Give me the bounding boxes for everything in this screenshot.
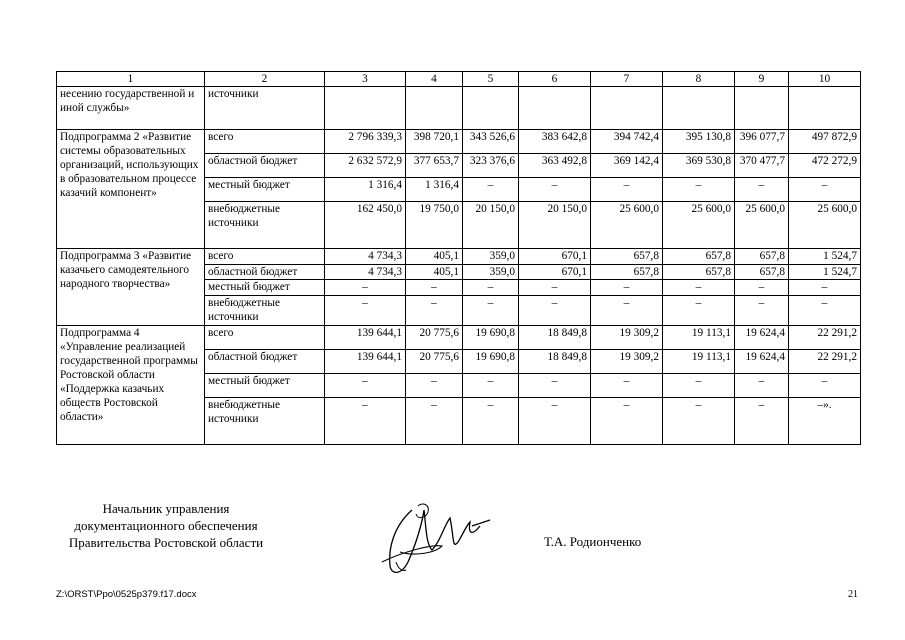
value-cell: – (591, 295, 663, 325)
value-cell: – (663, 178, 735, 202)
subprogram-name-cell: Подпрограмма 2 «Развитие системы образовательных организаций, использующих в образовательном процессе казачий компонент» (57, 130, 205, 249)
value-cell: 1 316,4 (325, 178, 406, 202)
value-cell: 343 526,6 (463, 130, 519, 154)
funding-source-cell: всего (205, 130, 325, 154)
value-cell (463, 87, 519, 130)
budget-table (56, 71, 861, 445)
value-cell: 139 644,1 (325, 350, 406, 374)
funding-source-cell: источники (205, 87, 325, 130)
column-number: 4 (406, 72, 463, 87)
value-cell: 657,8 (735, 249, 789, 265)
value-cell: 19 309,2 (591, 326, 663, 350)
value-cell: 323 376,6 (463, 154, 519, 178)
column-number: 5 (463, 72, 519, 87)
signatory-name: Т.А. Родионченко (544, 534, 642, 549)
value-cell: 472 272,9 (789, 154, 861, 178)
value-cell: 405,1 (406, 249, 463, 265)
funding-source-cell: областной бюджет (205, 350, 325, 374)
value-cell: – (325, 295, 406, 325)
value-cell: 383 642,8 (519, 130, 591, 154)
value-cell: 369 142,4 (591, 154, 663, 178)
value-cell: 25 600,0 (591, 202, 663, 249)
table-row (57, 249, 861, 265)
value-cell: 18 849,8 (519, 350, 591, 374)
value-cell (519, 87, 591, 130)
signatory-title-line: Правительства Ростовской области (68, 535, 264, 550)
funding-source-cell: внебюджетные источники (205, 202, 325, 249)
value-cell: 657,8 (735, 264, 789, 280)
value-cell: 19 113,1 (663, 350, 735, 374)
value-cell: 497 872,9 (789, 130, 861, 154)
column-number: 6 (519, 72, 591, 87)
column-number: 3 (325, 72, 406, 87)
value-cell: – (406, 374, 463, 398)
value-cell: – (591, 374, 663, 398)
value-cell: 1 524,7 (789, 249, 861, 265)
value-cell: 19 750,0 (406, 202, 463, 249)
value-cell: 4 734,3 (325, 264, 406, 280)
value-cell: – (325, 280, 406, 296)
funding-source-cell: местный бюджет (205, 280, 325, 296)
value-cell: – (325, 398, 406, 445)
column-number: 8 (663, 72, 735, 87)
funding-source-cell: областной бюджет (205, 154, 325, 178)
value-cell (735, 87, 789, 130)
value-cell: 395 130,8 (663, 130, 735, 154)
value-cell: 18 849,8 (519, 326, 591, 350)
signatory-title-line: Начальник управления (102, 501, 230, 516)
value-cell: 398 720,1 (406, 130, 463, 154)
value-cell: – (735, 178, 789, 202)
funding-source-cell: внебюджетные источники (205, 398, 325, 445)
value-cell: – (406, 295, 463, 325)
value-cell: 19 113,1 (663, 326, 735, 350)
table-row (57, 87, 861, 130)
value-cell: 670,1 (519, 264, 591, 280)
file-path: Z:\ORST\Ppo\0525p379.f17.docx (56, 589, 197, 600)
value-cell: – (735, 398, 789, 445)
column-number: 2 (205, 72, 325, 87)
value-cell: 370 477,7 (735, 154, 789, 178)
value-cell: 2 796 339,3 (325, 130, 406, 154)
value-cell: – (519, 280, 591, 296)
value-cell: – (463, 178, 519, 202)
value-cell: – (519, 374, 591, 398)
value-cell: 19 690,8 (463, 326, 519, 350)
column-number: 7 (591, 72, 663, 87)
value-cell: 20 775,6 (406, 350, 463, 374)
value-cell: – (519, 178, 591, 202)
value-cell: 162 450,0 (325, 202, 406, 249)
column-number: 10 (789, 72, 861, 87)
value-cell: 22 291,2 (789, 326, 861, 350)
program-name-cell: несению государственной и иной службы» (57, 87, 205, 130)
value-cell: 25 600,0 (789, 202, 861, 249)
value-cell: 25 600,0 (663, 202, 735, 249)
value-cell (663, 87, 735, 130)
value-cell: – (663, 374, 735, 398)
value-cell (406, 87, 463, 130)
value-cell: – (463, 280, 519, 296)
value-cell: 20 150,0 (463, 202, 519, 249)
value-cell: 19 690,8 (463, 350, 519, 374)
value-cell (591, 87, 663, 130)
value-cell: 25 600,0 (735, 202, 789, 249)
value-cell: – (463, 398, 519, 445)
value-cell: 359,0 (463, 264, 519, 280)
value-cell: 657,8 (591, 249, 663, 265)
value-cell: 19 624,4 (735, 326, 789, 350)
value-cell: 20 775,6 (406, 326, 463, 350)
table-row (57, 130, 861, 154)
value-cell: 405,1 (406, 264, 463, 280)
value-cell: – (735, 295, 789, 325)
funding-source-cell: местный бюджет (205, 178, 325, 202)
funding-source-cell: областной бюджет (205, 264, 325, 280)
table-body (57, 72, 861, 445)
value-cell: 657,8 (591, 264, 663, 280)
handwritten-signature (372, 496, 492, 578)
value-cell: – (591, 398, 663, 445)
value-cell: 363 492,8 (519, 154, 591, 178)
value-cell: – (519, 295, 591, 325)
value-cell: 369 530,8 (663, 154, 735, 178)
value-cell: 22 291,2 (789, 350, 861, 374)
funding-source-cell: всего (205, 326, 325, 350)
value-cell: – (789, 280, 861, 296)
value-cell: 1 524,7 (789, 264, 861, 280)
header-row (57, 72, 861, 87)
page-number: 21 (848, 589, 858, 600)
value-cell: – (735, 280, 789, 296)
funding-source-cell: местный бюджет (205, 374, 325, 398)
subprogram-name-cell: Подпрограмма 4 «Управление реализацией государственной программы Ростовской области «Поддержка казачьих обществ Ростовской области» (57, 326, 205, 445)
value-cell: – (325, 374, 406, 398)
value-cell: – (591, 178, 663, 202)
value-cell: 20 150,0 (519, 202, 591, 249)
value-cell: 139 644,1 (325, 326, 406, 350)
value-cell (325, 87, 406, 130)
value-cell: – (663, 295, 735, 325)
value-cell: – (735, 374, 789, 398)
value-cell: – (406, 398, 463, 445)
value-cell: 19 624,4 (735, 350, 789, 374)
value-cell: –». (789, 398, 861, 445)
signatory-title (56, 500, 276, 551)
value-cell: – (789, 178, 861, 202)
value-cell: – (406, 280, 463, 296)
value-cell: – (789, 374, 861, 398)
value-cell: 2 632 572,9 (325, 154, 406, 178)
subprogram-name-cell: Подпрограмма 3 «Развитие казачьего самодеятельного народного творчества» (57, 249, 205, 326)
value-cell: – (789, 295, 861, 325)
value-cell: 1 316,4 (406, 178, 463, 202)
value-cell: 377 653,7 (406, 154, 463, 178)
value-cell: – (463, 295, 519, 325)
value-cell: 657,8 (663, 264, 735, 280)
value-cell: 396 077,7 (735, 130, 789, 154)
funding-source-cell: всего (205, 249, 325, 265)
signatory-title-line: документационного обеспечения (74, 518, 258, 533)
column-number: 9 (735, 72, 789, 87)
value-cell: – (519, 398, 591, 445)
table-row (57, 326, 861, 350)
funding-source-cell: внебюджетные источники (205, 295, 325, 325)
value-cell: 670,1 (519, 249, 591, 265)
value-cell: 19 309,2 (591, 350, 663, 374)
value-cell (789, 87, 861, 130)
value-cell: 4 734,3 (325, 249, 406, 265)
value-cell: 657,8 (663, 249, 735, 265)
column-number: 1 (57, 72, 205, 87)
value-cell: – (663, 398, 735, 445)
value-cell: – (663, 280, 735, 296)
value-cell: 394 742,4 (591, 130, 663, 154)
value-cell: 359,0 (463, 249, 519, 265)
value-cell: – (591, 280, 663, 296)
value-cell: – (463, 374, 519, 398)
